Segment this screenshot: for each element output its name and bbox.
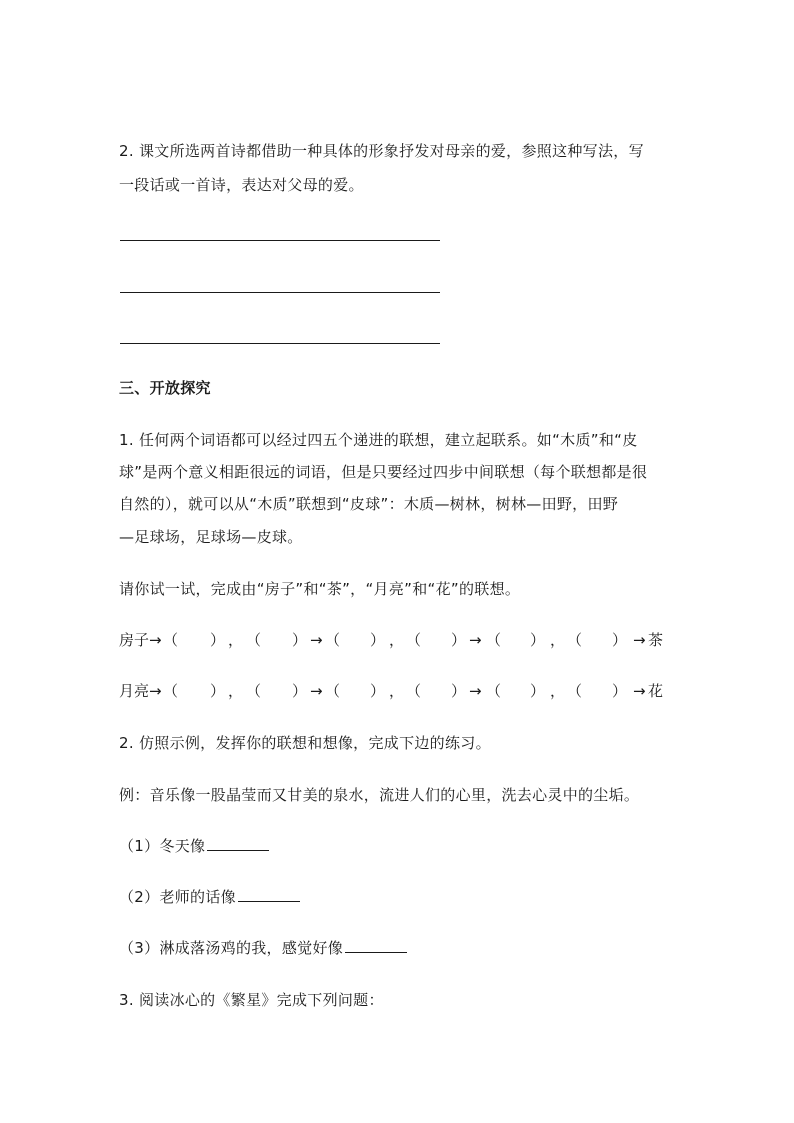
- paren-open: （: [163, 682, 179, 700]
- p1-instruction: 请你试一试，完成由“房子”和“茶”，“月亮”和“花”的联想。: [119, 580, 521, 598]
- section-title: 三、开放探究: [119, 379, 211, 397]
- paren-open: （: [486, 631, 502, 649]
- association-chain-moon-flower: [0, 681, 794, 705]
- comma: ，: [389, 682, 405, 700]
- paren-open: （: [406, 682, 422, 700]
- arrow: →: [633, 631, 646, 649]
- comma: ，: [228, 631, 244, 649]
- exercise-item-3-text: （3）淋成落汤鸡的我，感觉好像: [119, 939, 344, 957]
- paren-open: （: [246, 682, 262, 700]
- paren-close: ）: [530, 682, 546, 700]
- paren-open: （: [246, 631, 262, 649]
- paren-close: ）: [292, 682, 308, 700]
- arrow: →: [469, 682, 482, 700]
- arrow: →: [633, 682, 646, 700]
- fill-blank-2[interactable]: [238, 900, 300, 902]
- arrow: →: [310, 631, 323, 649]
- paren-open: （: [567, 682, 583, 700]
- paren-open: （: [163, 631, 179, 649]
- exercise-item-3: [119, 938, 407, 958]
- arrow: →: [149, 682, 162, 700]
- exercise-item-2-text: （2）老师的话像: [119, 888, 236, 906]
- exercise-item-2: [119, 887, 300, 907]
- chain-end-word: 茶: [648, 631, 664, 649]
- paren-close: ）: [210, 631, 226, 649]
- paren-open: （: [325, 682, 341, 700]
- paren-open: （: [486, 682, 502, 700]
- p1-line-3: 自然的），就可以从“木质”联想到“皮球”：木质—树林，树林—田野，田野: [119, 495, 619, 513]
- answer-line-1[interactable]: [120, 240, 440, 241]
- association-chain-house-tea: [0, 630, 794, 654]
- answer-line-3[interactable]: [120, 343, 440, 344]
- paren-open: （: [406, 631, 422, 649]
- paren-close: ）: [370, 631, 386, 649]
- paren-close: ）: [292, 631, 308, 649]
- p1-line-4: —足球场，足球场—皮球。: [119, 528, 303, 546]
- chain-end-word: 花: [648, 682, 664, 700]
- p2-title: 2. 仿照示例，发挥你的联想和想像，完成下边的练习。: [119, 734, 491, 752]
- fill-blank-1[interactable]: [207, 849, 269, 851]
- answer-line-2[interactable]: [120, 292, 440, 293]
- arrow: →: [310, 682, 323, 700]
- comma: ，: [550, 682, 566, 700]
- exercise-item-1: [119, 836, 269, 856]
- arrow: →: [149, 631, 162, 649]
- paren-close: ）: [451, 631, 467, 649]
- exercise-item-1-text: （1）冬天像: [119, 837, 206, 855]
- paren-open: （: [325, 631, 341, 649]
- p1-line-1: 1. 任何两个词语都可以经过四五个递进的联想，建立起联系。如“木质”和“皮: [119, 431, 638, 449]
- q2-line-2: 一段话或一首诗，表达对父母的爱。: [119, 176, 364, 194]
- paren-close: ）: [612, 682, 628, 700]
- comma: ，: [389, 631, 405, 649]
- paren-close: ）: [451, 682, 467, 700]
- paren-close: ）: [530, 631, 546, 649]
- paren-close: ）: [612, 631, 628, 649]
- p3-title: 3. 阅读冰心的《繁星》完成下列问题：: [119, 991, 384, 1009]
- q2-line-1: 2. 课文所选两首诗都借助一种具体的形象抒发对母亲的爱，参照这种写法，写: [119, 142, 644, 160]
- chain-start-word: 房子: [119, 631, 150, 649]
- arrow: →: [469, 631, 482, 649]
- paren-open: （: [567, 631, 583, 649]
- paren-close: ）: [210, 682, 226, 700]
- p1-line-2: 球”是两个意义相距很远的词语，但是只要经过四步中间联想（每个联想都是很: [119, 463, 648, 481]
- comma: ，: [228, 682, 244, 700]
- paren-close: ）: [370, 682, 386, 700]
- fill-blank-3[interactable]: [345, 951, 407, 953]
- comma: ，: [550, 631, 566, 649]
- chain-start-word: 月亮: [119, 682, 150, 700]
- p2-example: 例：音乐像一股晶莹而又甘美的泉水，流进人们的心里，洗去心灵中的尘垢。: [119, 786, 640, 804]
